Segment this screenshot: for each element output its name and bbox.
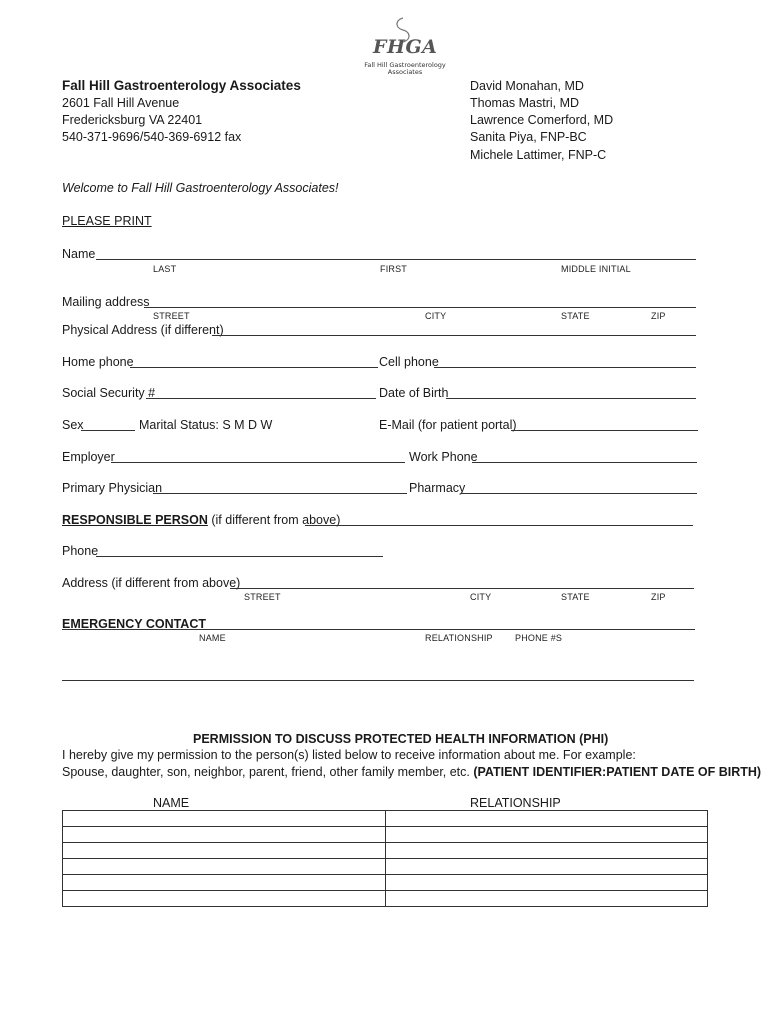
emergency-relationship-label: RELATIONSHIP (425, 633, 493, 643)
phi-relationship-cell[interactable] (385, 891, 708, 907)
home-phone-label: Home phone (62, 355, 134, 369)
emergency-field[interactable] (62, 629, 695, 630)
home-phone-field[interactable] (130, 367, 378, 368)
responsible-street-label: STREET (244, 592, 281, 602)
logo-mark: FHGA (373, 36, 438, 58)
emergency-field-2[interactable] (62, 680, 694, 681)
phi-name-cell[interactable] (63, 859, 386, 875)
primary-field[interactable] (153, 493, 407, 494)
physical-field[interactable] (212, 335, 696, 336)
mailing-city-label: CITY (425, 311, 447, 321)
phi-relationship-cell[interactable] (385, 859, 708, 875)
please-print: PLEASE PRINT (62, 214, 152, 228)
name-middle-label: MIDDLE INITIAL (561, 264, 631, 274)
name-first-label: FIRST (380, 264, 407, 274)
name-last-label: LAST (153, 264, 177, 274)
phi-relationship-cell[interactable] (385, 827, 708, 843)
name-field[interactable] (96, 259, 696, 260)
sex-field[interactable] (81, 430, 135, 431)
practice-phone: 540-371-9696/540-369-6912 fax (62, 130, 242, 144)
ssn-field[interactable] (146, 398, 376, 399)
logo-line1: Fall Hill Gastroenterology (364, 61, 446, 69)
responsible-field[interactable] (305, 525, 693, 526)
responsible-zip-label: ZIP (651, 592, 666, 602)
provider-3: Lawrence Comerford, MD (470, 113, 614, 127)
provider-4: Sanita Piya, FNP-BC (470, 130, 587, 144)
responsible-phone-field[interactable] (96, 556, 383, 557)
mailing-state-label: STATE (561, 311, 590, 321)
mailing-zip-label: ZIP (651, 311, 666, 321)
provider-1: David Monahan, MD (470, 79, 584, 93)
logo (355, 14, 455, 80)
responsible-address-field[interactable] (230, 588, 694, 589)
dob-label: Date of Birth (379, 386, 449, 400)
employer-label: Employer (62, 450, 115, 464)
mailing-label: Mailing address (62, 295, 150, 309)
dob-field[interactable] (446, 398, 696, 399)
responsible-phone-label: Phone (62, 544, 99, 558)
email-label: E-Mail (for patient portal) (379, 418, 517, 432)
phi-line2-row (62, 765, 761, 779)
phi-name-cell[interactable] (63, 827, 386, 843)
responsible-city-label: CITY (470, 592, 492, 602)
mailing-field[interactable] (144, 307, 696, 308)
responsible-heading: RESPONSIBLE PERSON (62, 513, 208, 527)
phi-table-row (63, 827, 708, 843)
phi-line1: I hereby give my permission to the person(s) listed below to receive information about me. For example: (62, 748, 636, 762)
responsible-address-label: Address (if different from above) (62, 576, 241, 590)
pharmacy-field[interactable] (461, 493, 697, 494)
phi-heading: PERMISSION TO DISCUSS PROTECTED HEALTH INFORMATION (PHI) (193, 732, 609, 746)
mailing-street-label: STREET (153, 311, 190, 321)
phi-name-cell[interactable] (63, 843, 386, 859)
practice-name: Fall Hill Gastroenterology Associates (62, 78, 301, 93)
responsible-suffix: (if different from above) (211, 513, 341, 527)
phi-name-cell[interactable] (63, 811, 386, 827)
phi-name-cell[interactable] (63, 891, 386, 907)
responsible-state-label: STATE (561, 592, 590, 602)
cell-phone-label: Cell phone (379, 355, 439, 369)
phi-table-row (63, 875, 708, 891)
phi-line2-bold: (PATIENT IDENTIFIER:PATIENT DATE OF BIRTH) (473, 765, 762, 779)
primary-label: Primary Physician (62, 481, 163, 495)
cell-phone-field[interactable] (434, 367, 696, 368)
phi-relationship-cell[interactable] (385, 843, 708, 859)
provider-5: Michele Lattimer, FNP-C (470, 148, 607, 162)
phi-table-row (63, 811, 708, 827)
emergency-phones-label: PHONE #S (515, 633, 563, 643)
logo-line2: Associates (387, 68, 423, 76)
sex-label: Sex (62, 418, 84, 432)
physical-label: Physical Address (if different) (62, 323, 224, 337)
pharmacy-label: Pharmacy (409, 481, 466, 495)
phi-line2: Spouse, daughter, son, neighbor, parent, friend, other family member, etc. (62, 765, 474, 779)
name-label: Name (62, 247, 96, 261)
phi-table-row (63, 843, 708, 859)
responsible-heading-row (62, 513, 340, 527)
work-phone-label: Work Phone (409, 450, 478, 464)
emergency-name-label: NAME (199, 633, 226, 643)
provider-2: Thomas Mastri, MD (470, 96, 580, 110)
ssn-label: Social Security # (62, 386, 156, 400)
phi-table-row (63, 891, 708, 907)
employer-field[interactable] (111, 462, 405, 463)
work-phone-field[interactable] (472, 462, 697, 463)
phi-col-name: NAME (153, 796, 190, 810)
phi-table (62, 810, 708, 907)
email-field[interactable] (511, 430, 698, 431)
phi-col-relationship: RELATIONSHIP (470, 796, 561, 810)
phi-table-row (63, 859, 708, 875)
practice-address1: 2601 Fall Hill Avenue (62, 96, 180, 110)
phi-relationship-cell[interactable] (385, 875, 708, 891)
phi-relationship-cell[interactable] (385, 811, 708, 827)
emergency-heading: EMERGENCY CONTACT (62, 617, 206, 631)
phi-name-cell[interactable] (63, 875, 386, 891)
marital-label: Marital Status: S M D W (139, 418, 273, 432)
welcome-text: Welcome to Fall Hill Gastroenterology Associates! (62, 181, 339, 195)
practice-address2: Fredericksburg VA 22401 (62, 113, 203, 127)
